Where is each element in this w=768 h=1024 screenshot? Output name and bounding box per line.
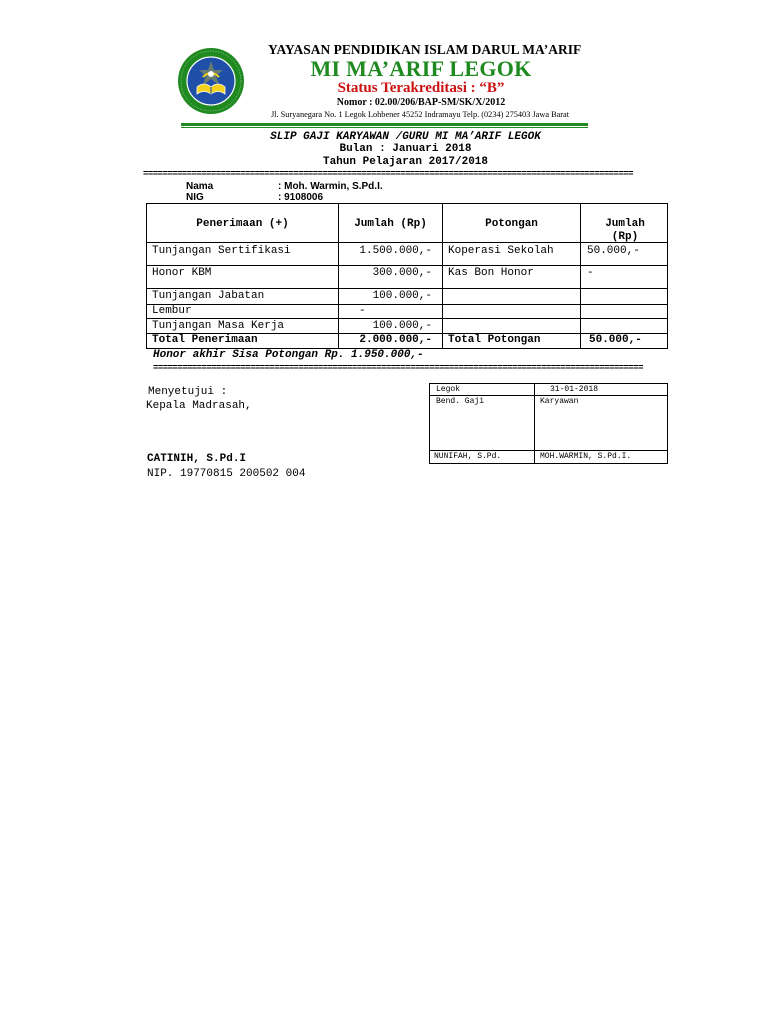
foundation-name: YAYASAN PENDIDIKAN ISLAM DARUL MA’ARIF xyxy=(268,42,582,57)
deduction-amount: 50.000,- xyxy=(587,245,640,257)
income-item: Lembur xyxy=(152,305,192,317)
total-income-value: 2.000.000,- xyxy=(359,334,432,346)
name-value: : Moh. Warmin, S.Pd.I. xyxy=(278,181,383,192)
approval-position: Kepala Madrasah, xyxy=(146,400,252,412)
income-amount: - xyxy=(359,305,366,317)
income-item: Honor KBM xyxy=(152,267,212,279)
employee-label: Karyawan xyxy=(540,397,579,406)
income-item: Tunjangan Masa Kerja xyxy=(152,320,285,332)
slip-month: Bulan : Januari 2018 xyxy=(339,143,472,155)
header-deduction-amount: Jumlah xyxy=(605,218,645,230)
deduction-item: Kas Bon Honor xyxy=(448,267,534,279)
nig-label: NIG xyxy=(186,192,204,203)
income-amount: 300.000,- xyxy=(372,267,432,279)
separator-line: ===================================================================================================== xyxy=(143,170,633,179)
name-label: Nama xyxy=(186,181,214,192)
income-amount: 100.000,- xyxy=(372,320,432,332)
header-income: Penerimaan (+) xyxy=(196,218,289,230)
nig-value: : 9108006 xyxy=(278,192,324,203)
school-address: Jl. Suryanegara No. 1 Legok Lohbener 45252 Indramayu Telp. (0234) 275403 Jawa Barat xyxy=(270,110,570,119)
income-item: Tunjangan Sertifikasi xyxy=(152,245,291,257)
signature-box xyxy=(429,383,668,464)
income-amount: 100.000,- xyxy=(372,290,432,302)
signature-place: Legok xyxy=(436,385,461,394)
treasurer-name: NUNIFAH, S.Pd. xyxy=(434,452,502,461)
approval-label: Menyetujui : xyxy=(148,386,228,398)
deduction-item: Koperasi Sekolah xyxy=(448,245,554,257)
header-rule-thin xyxy=(181,127,588,128)
school-name: MI MA’ARIF LEGOK xyxy=(310,56,532,81)
deduction-amount: - xyxy=(587,267,594,279)
slip-academic-year: Tahun Pelajaran 2017/2018 xyxy=(322,156,489,168)
total-income-label: Total Penerimaan xyxy=(152,334,258,346)
decree-number: Nomor : 02.00/206/BAP-SM/SK/X/2012 xyxy=(336,97,506,108)
salary-table xyxy=(146,203,668,349)
headmaster-nip: NIP. 19770815 200502 004 xyxy=(147,468,306,480)
header-rule-thick xyxy=(181,123,588,126)
header-deduction: Potongan xyxy=(485,218,538,230)
slip-title: SLIP GAJI KARYAWAN /GURU MI MA’ARIF LEGOK xyxy=(270,131,541,143)
income-item: Tunjangan Jabatan xyxy=(152,290,265,302)
accreditation-status: Status Terakreditasi : “B” xyxy=(337,80,505,96)
total-deduction-value: 50.000,- xyxy=(589,334,642,346)
headmaster-name: CATINIH, S.Pd.I xyxy=(147,453,247,465)
total-deduction-label: Total Potongan xyxy=(448,334,541,346)
header-income-amount: Jumlah (Rp) xyxy=(354,218,427,230)
employee-name: MOH.WARMIN, S.Pd.I. xyxy=(540,452,632,461)
treasurer-label: Bend. Gaji xyxy=(436,397,485,406)
net-pay: Honor akhir Sisa Potongan Rp. 1.950.000,- xyxy=(153,349,424,361)
header-deduction-amount-unit: (Rp) xyxy=(611,231,639,243)
income-amount: 1.500.000,- xyxy=(359,245,432,257)
school-seal-icon xyxy=(177,47,245,115)
separator-line: ===================================================================================================== xyxy=(153,364,643,373)
signature-date: 31-01-2018 xyxy=(550,385,599,394)
